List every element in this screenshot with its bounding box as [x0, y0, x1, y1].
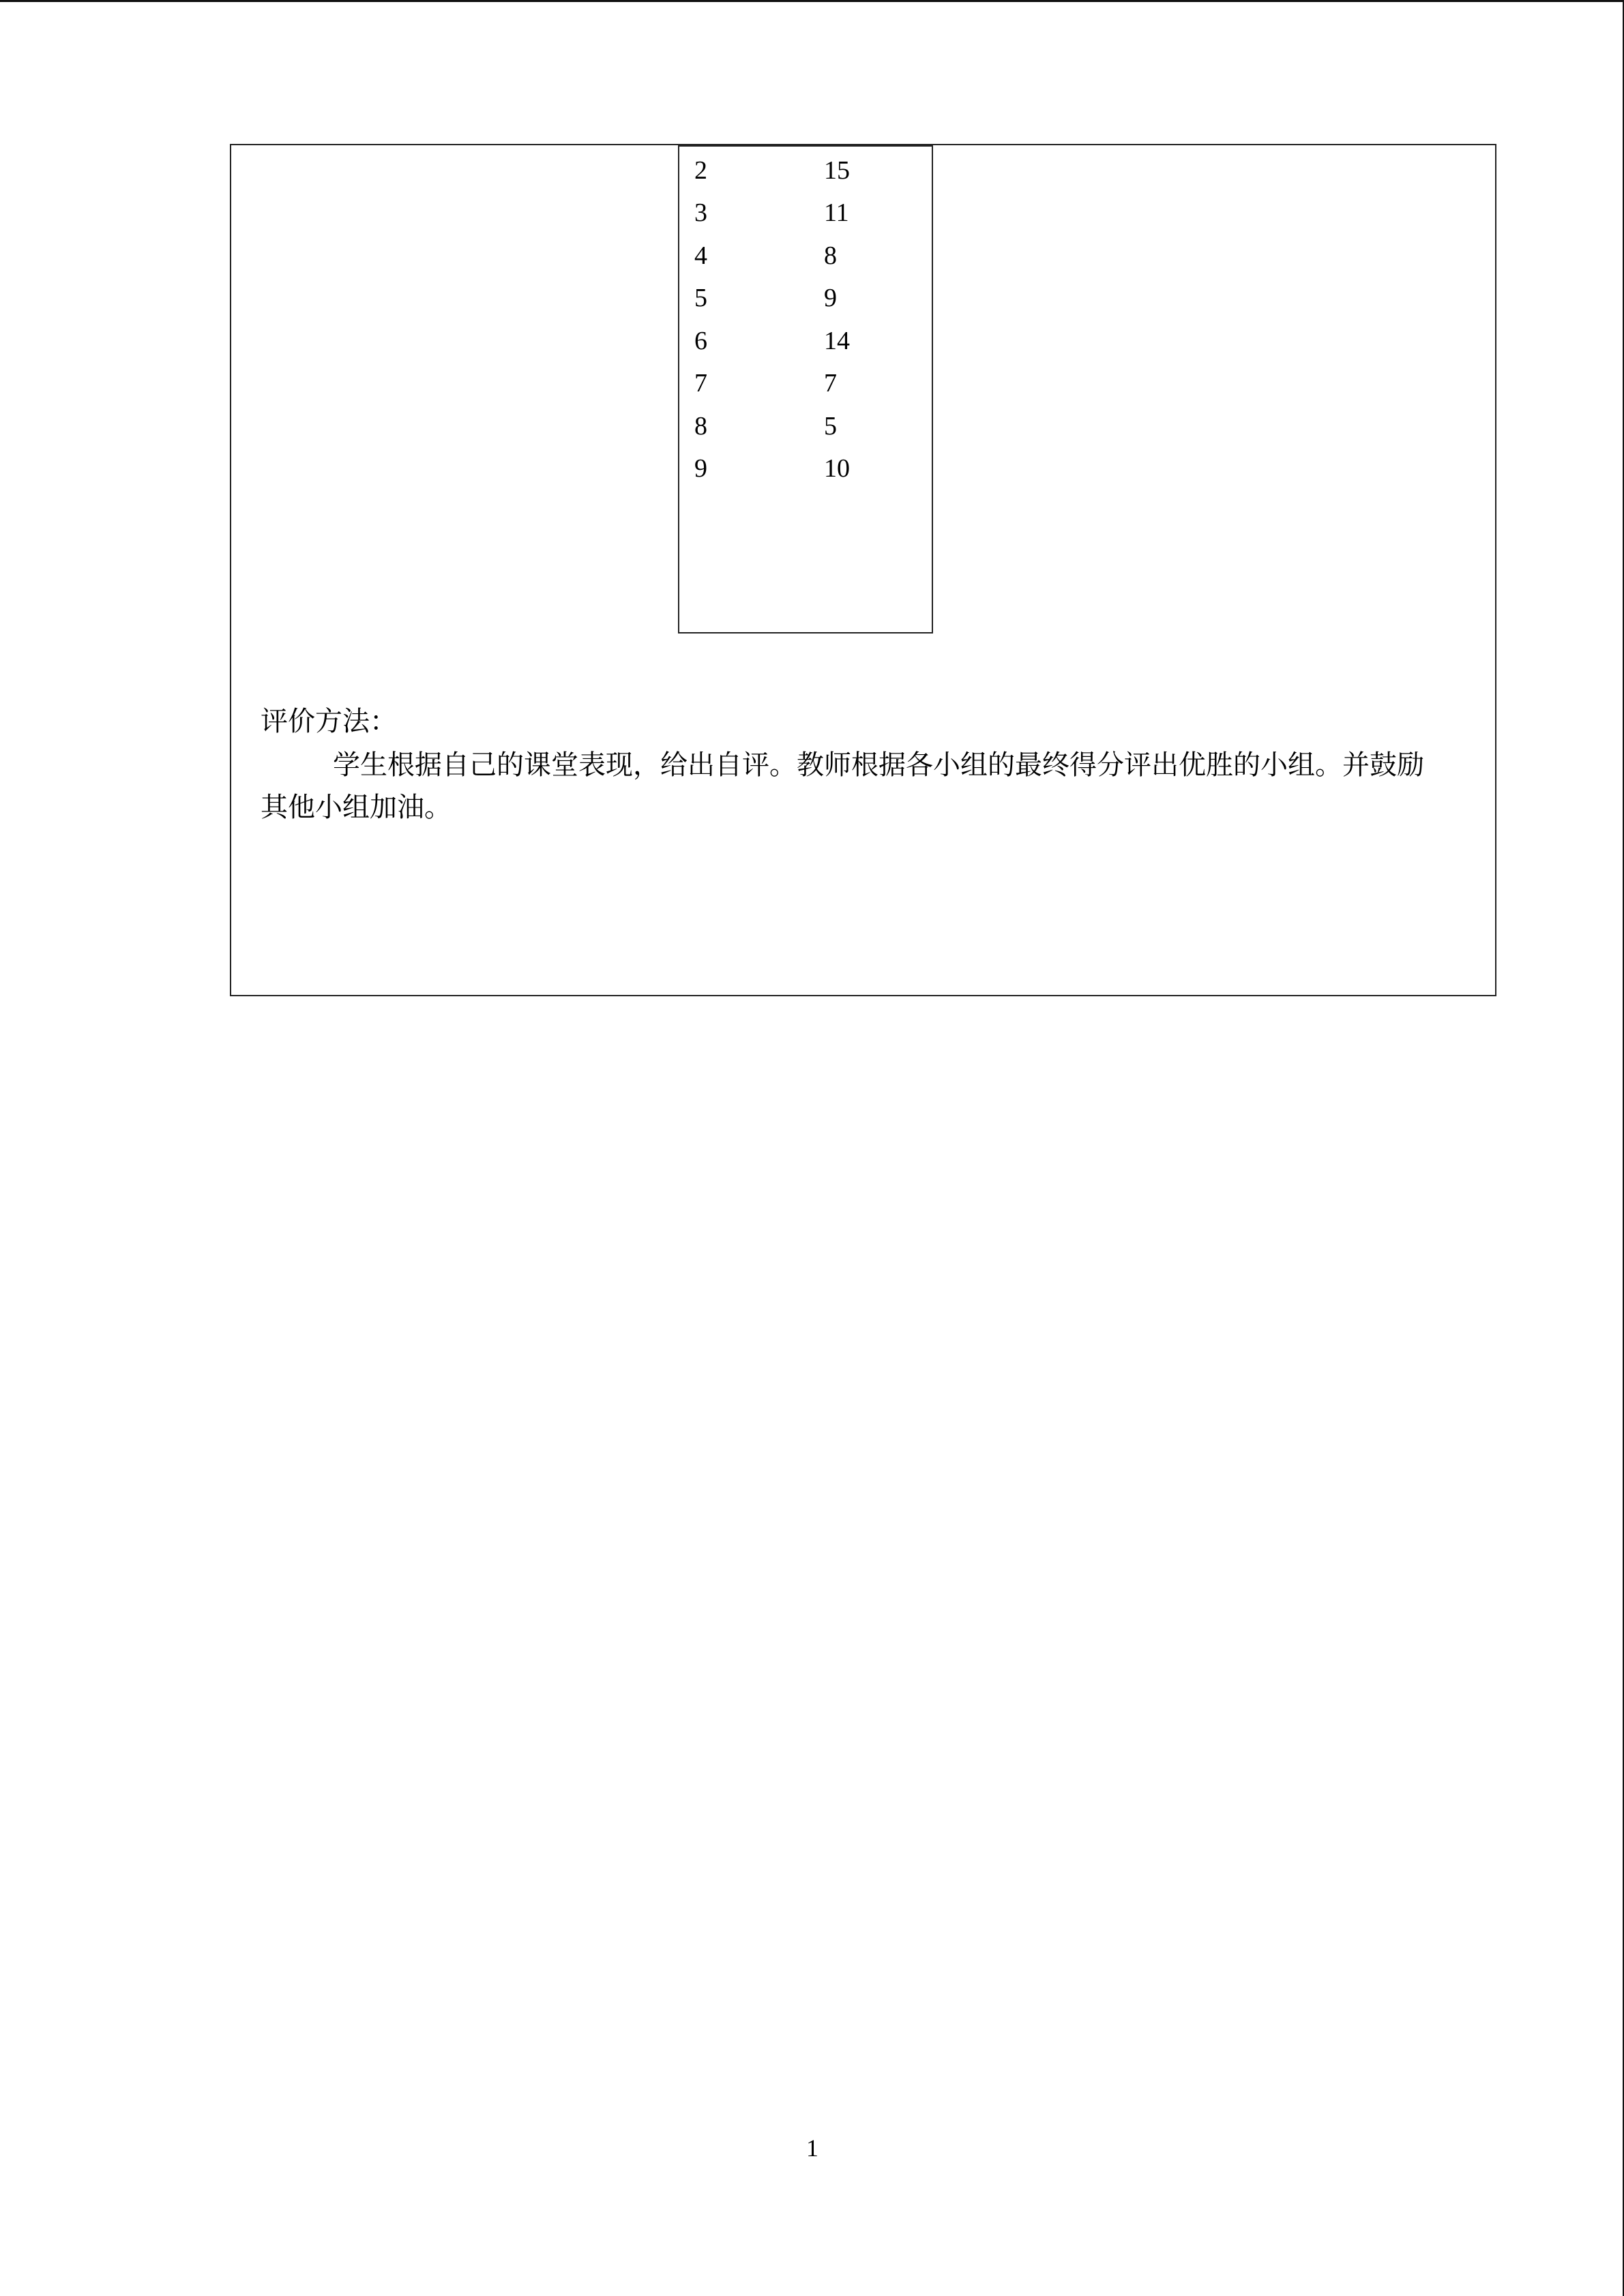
group-score: 10	[824, 454, 850, 483]
group-score: 5	[824, 412, 837, 441]
table-row	[679, 451, 932, 486]
group-number: 8	[694, 412, 707, 441]
table-row	[679, 281, 932, 315]
page-number: 1	[806, 2134, 818, 2162]
group-number: 9	[694, 454, 707, 483]
evaluation-line-1	[261, 744, 1481, 786]
evaluation-line-2: 其他小组加油。	[261, 792, 452, 823]
group-score: 15	[824, 156, 850, 185]
table-row	[679, 239, 932, 273]
evaluation-line-1-text: 学生根据自己的课堂表现，给出自评。教师根据各小组的最终得分评出优胜的小组。并鼓励	[333, 749, 1424, 781]
score-table	[678, 145, 933, 633]
group-number: 5	[694, 284, 707, 312]
evaluation-paragraph	[261, 744, 1481, 829]
group-score: 14	[824, 327, 850, 355]
group-score: 8	[824, 241, 837, 270]
group-number: 4	[694, 241, 707, 270]
group-number: 2	[694, 156, 707, 185]
table-row	[679, 366, 932, 400]
table-row	[679, 324, 932, 358]
group-score: 11	[824, 198, 849, 227]
evaluation-heading: 评价方法：	[261, 706, 397, 737]
group-number: 7	[694, 369, 707, 398]
group-score: 7	[824, 369, 837, 398]
group-score: 9	[824, 284, 837, 312]
table-row	[679, 196, 932, 230]
page-top-border	[0, 0, 1624, 2]
table-row	[679, 409, 932, 443]
group-number: 3	[694, 198, 707, 227]
group-number: 6	[694, 327, 707, 355]
table-row	[679, 153, 932, 188]
